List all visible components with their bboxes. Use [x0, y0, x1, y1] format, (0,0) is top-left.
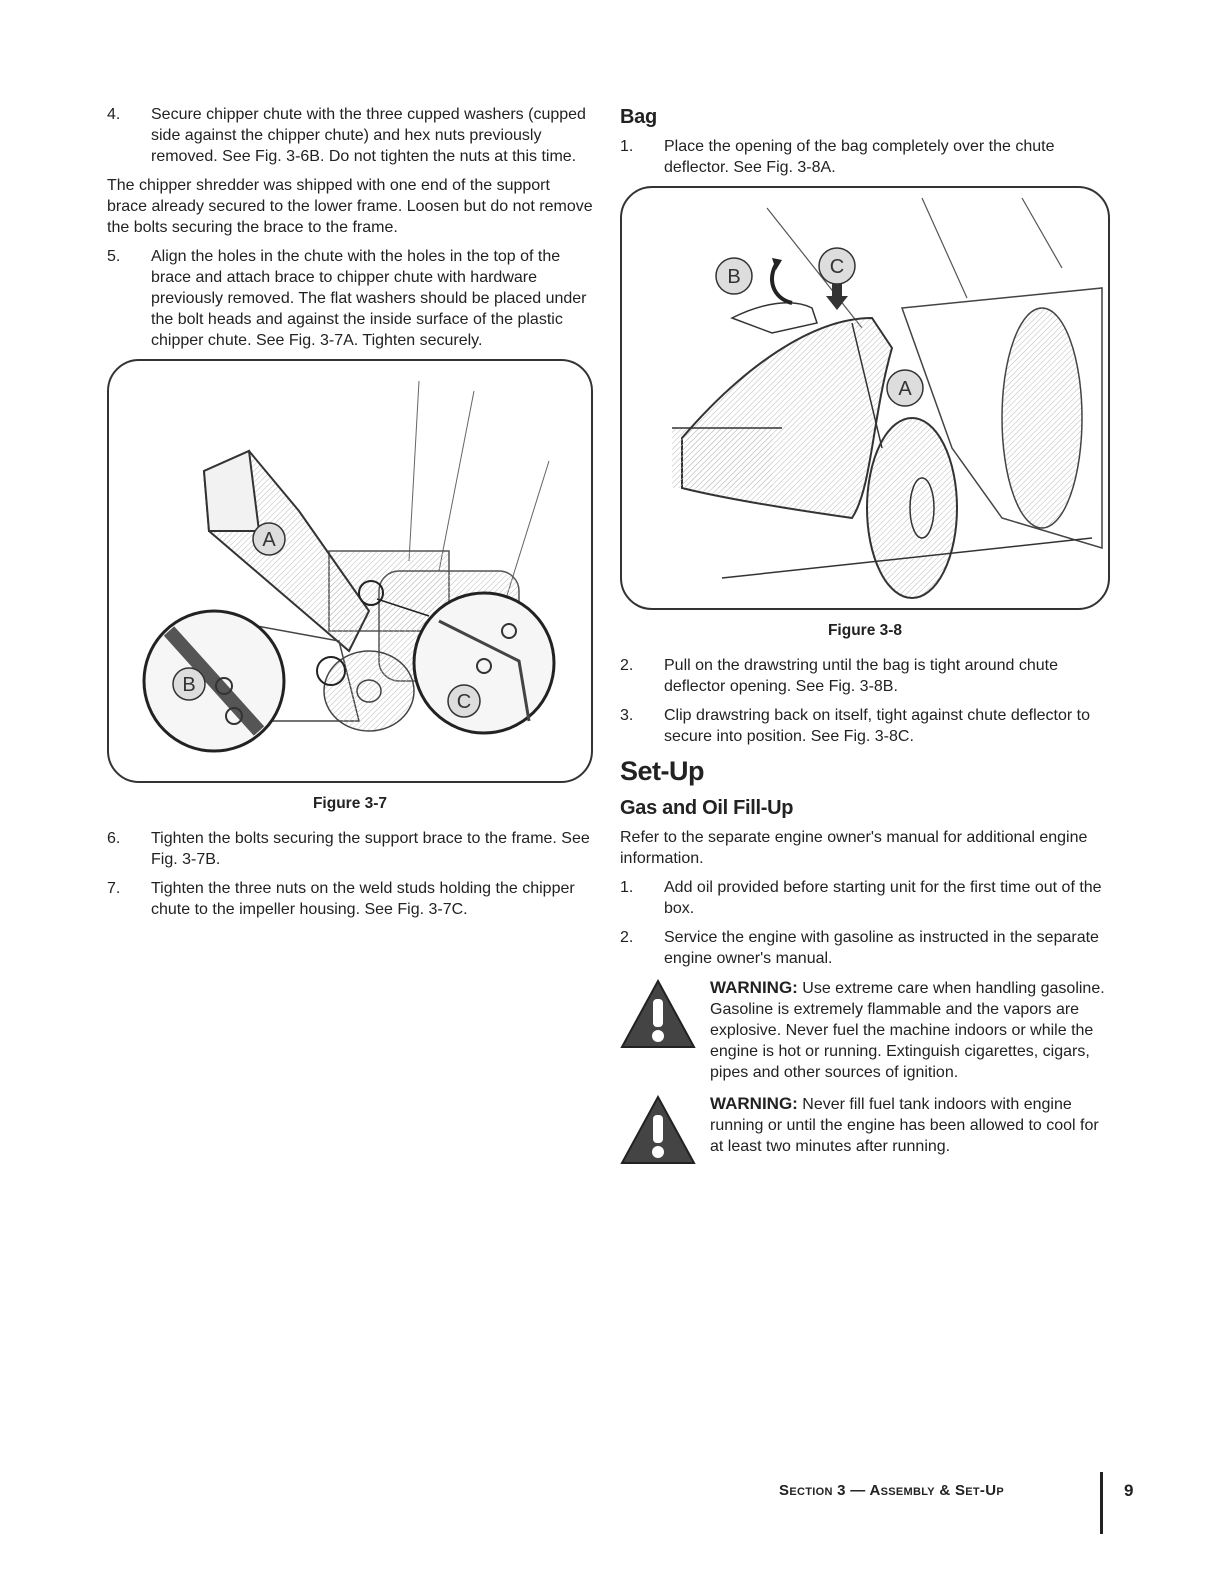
- step-text: Add oil provided before starting unit for the first time out of the box.: [664, 879, 1102, 917]
- bag-step-1: [620, 136, 1110, 178]
- left-column: [107, 104, 593, 928]
- callout-b-label: B: [727, 266, 741, 288]
- step-4: [107, 104, 593, 167]
- section-title: Section 3 — Assembly & Set-Up: [779, 1482, 1004, 1499]
- gas-oil-heading: Gas and Oil Fill-Up: [620, 797, 794, 819]
- step-text: Secure chipper chute with the three cupped washers (cupped side against the chipper chute) and hex nuts previously removed. See Fig. 3-6B. Do not tighten the nuts at this time.: [151, 106, 586, 165]
- figure-3-8-caption: Figure 3-8: [827, 622, 903, 639]
- bag-step-3: [620, 705, 1110, 747]
- step-number: 1.: [620, 138, 634, 155]
- gas-paragraph: Refer to the separate engine owner's manual for additional engine information.: [620, 829, 1088, 867]
- warning-text: Use extreme care when handling gasoline. Gasoline is extremely flammable and the vapors are explosive. Never fuel the machine indoors or while the engine is hot or running. Extinguish cigarettes, cigars, pipes and other sources of ignition.: [710, 980, 1105, 1081]
- step-text: Tighten the bolts securing the support brace to the frame. See Fig. 3-7B.: [151, 830, 590, 868]
- callout-a-label: A: [262, 529, 276, 551]
- page-footer: [760, 1472, 1132, 1534]
- step-number: 5.: [107, 248, 121, 265]
- figure-3-7-illustration: [107, 359, 593, 783]
- warning-text: Never fill fuel tank indoors with engine running or until the engine has been allowed to cool for at least two minutes after running.: [710, 1096, 1099, 1155]
- figure-3-7-caption: Figure 3-7: [312, 795, 388, 812]
- step-text: Align the holes in the chute with the holes in the top of the brace and attach brace to chipper chute with hardware previously removed. The flat washers should be placed under the bolt heads and against the inside surface of the plastic chipper chute. See Fig. 3-7A. Tighten securely.: [151, 248, 587, 349]
- step-text: Tighten the three nuts on the weld studs holding the chipper chute to the impeller housing. See Fig. 3-7C.: [151, 880, 575, 918]
- warning-triangle-icon: [620, 977, 710, 1083]
- warning-label: WARNING:: [710, 1094, 798, 1113]
- step-text: Pull on the drawstring until the bag is tight around chute deflector opening. See Fig. 3-8B.: [664, 657, 1059, 695]
- callout-a-label: A: [898, 378, 912, 400]
- gas-step-2: [620, 927, 1110, 969]
- callout-b-label: B: [182, 674, 196, 696]
- warning-1: [620, 977, 1110, 1083]
- figure-3-8-illustration: [620, 186, 1110, 610]
- step-text: Service the engine with gasoline as instructed in the separate engine owner's manual.: [664, 929, 1099, 967]
- setup-heading: Set-Up: [620, 756, 704, 786]
- callout-c-label: C: [456, 691, 472, 713]
- step-text: Place the opening of the bag completely over the chute deflector. See Fig. 3-8A.: [664, 138, 1055, 176]
- step-text: Clip drawstring back on itself, tight against chute deflector to secure into position. See Fig. 3-8C.: [664, 707, 1090, 745]
- support-brace-paragraph: The chipper shredder was shipped with one end of the support brace already secured to the lower frame. Loosen but do not remove the bolts securing the brace to the frame.: [107, 177, 593, 236]
- step-number: 1.: [620, 879, 634, 896]
- step-6: [107, 828, 593, 870]
- page-number: 9: [1124, 1481, 1134, 1500]
- step-number: 4.: [107, 106, 121, 123]
- warning-label: WARNING:: [710, 978, 798, 997]
- warning-2: [620, 1093, 1110, 1171]
- step-number: 3.: [620, 707, 634, 724]
- footer-divider: [1100, 1472, 1103, 1534]
- step-7: [107, 878, 593, 920]
- step-number: 7.: [107, 880, 121, 897]
- bag-step-2: [620, 655, 1110, 697]
- step-number: 2.: [620, 657, 634, 674]
- step-number: 2.: [620, 929, 634, 946]
- right-column: [620, 104, 1110, 1181]
- gas-step-1: [620, 877, 1110, 919]
- step-number: 6.: [107, 830, 121, 847]
- warning-triangle-icon: [620, 1093, 710, 1171]
- step-5: [107, 246, 593, 351]
- callout-c-label: C: [829, 256, 845, 278]
- bag-heading: Bag: [620, 106, 657, 128]
